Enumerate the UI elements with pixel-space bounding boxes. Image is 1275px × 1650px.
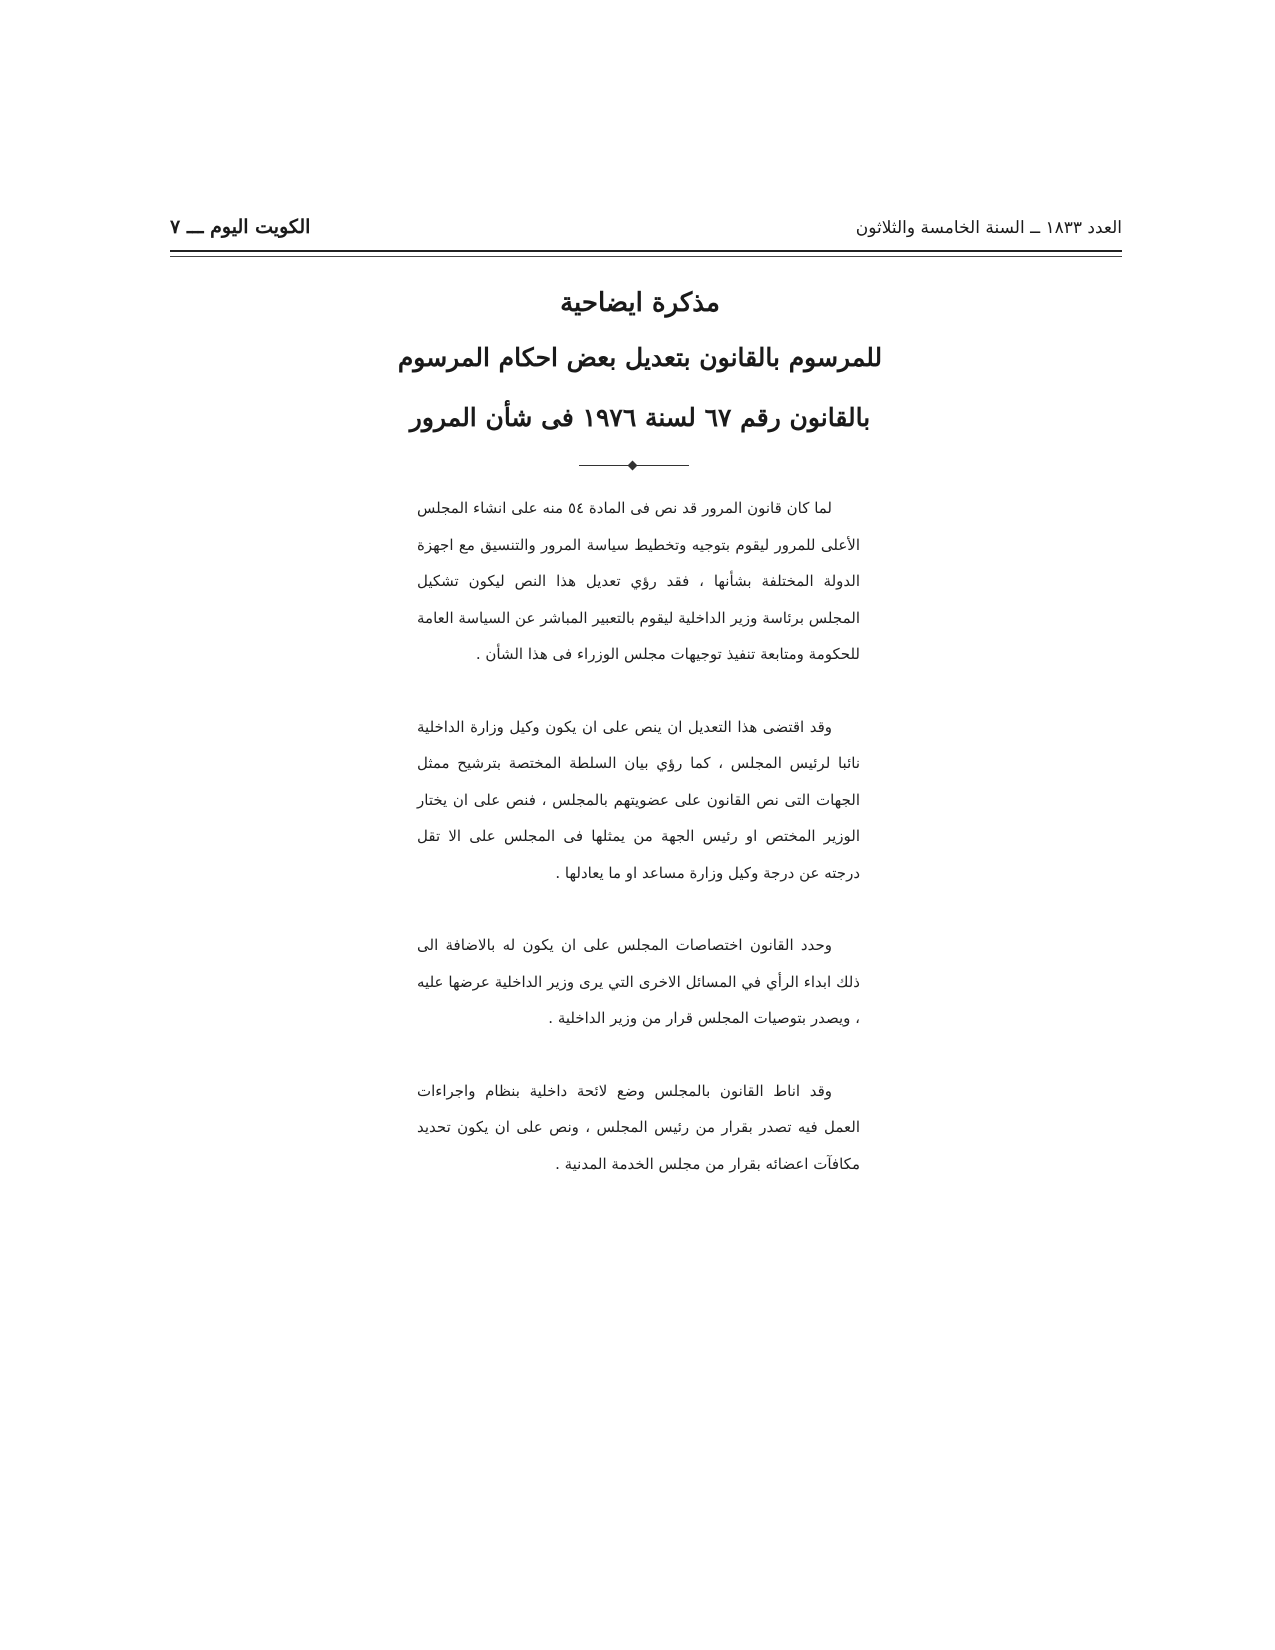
- page-header: [170, 218, 1122, 246]
- gazette-title-page-number: الكويت اليوم ـــ ٧: [170, 216, 311, 238]
- memo-subtitle-line-1: للمرسوم بالقانون بتعديل بعض احكام المرسوم: [397, 343, 883, 372]
- memo-body: [417, 490, 860, 1390]
- memo-subtitle-line-2: بالقانون رقم ٦٧ لسنة ١٩٧٦ فى شأن المرور: [409, 403, 871, 432]
- paragraph-3: وحدد القانون اختصاصات المجلس على ان يكون له بالاضافة الى ذلك ابداء الرأي في المسائل الاخرى التي يرى وزير الداخلية عرضها عليه ، ويصدر بتوصيات المجلس قرار من وزير الداخلية .: [417, 936, 860, 1027]
- header-rule-thick: [170, 250, 1122, 252]
- paragraph-2: وقد اقتضى هذا التعديل ان ينص على ان يكون وكيل وزارة الداخلية نائبا لرئيس المجلس ، كما رؤي بيان السلطة المختصة بترشيح ممثل الجهات التى نص القانون على عضويتهم بالمجلس ، فنص على ان يختار الوزير المختص او رئيس الجهة من يمثلها فى المجلس على الا تقل درجته عن درجة وكيل وزارة مساعد او ما يعادلها .: [417, 717, 860, 882]
- header-rule-thin: [170, 256, 1122, 257]
- paragraph-1: لما كان قانون المرور قد نص فى المادة ٥٤ منه على انشاء المجلس الأعلى للمرور ليقوم بتوجيه وتخطيط سياسة المرور والتنسيق مع اجهزة الدولة المختلفة بشأنها ، فقد رؤي تعديل هذا النص ليكون تشكيل المجلس برئاسة وزير الداخلية ليقوم بالتعبير المباشر عن السياسة العامة للحكومة ومتابعة تنفيذ توجيهات مجلس الوزراء فى هذا الشأن .: [417, 499, 860, 663]
- title-divider: [579, 465, 689, 466]
- issue-number: العدد ١٨٣٣ ــ السنة الخامسة والثلاثون: [855, 218, 1122, 238]
- paragraph-4: وقد اناط القانون بالمجلس وضع لائحة داخلية بنظام واجراءات العمل فيه تصدر بقرار من رئيس المجلس ، ونص على ان يكون تحديد مكافآت اعضائه بقرار من مجلس الخدمة المدنية .: [417, 1081, 860, 1173]
- memo-title: مذكرة ايضاحية: [560, 288, 720, 318]
